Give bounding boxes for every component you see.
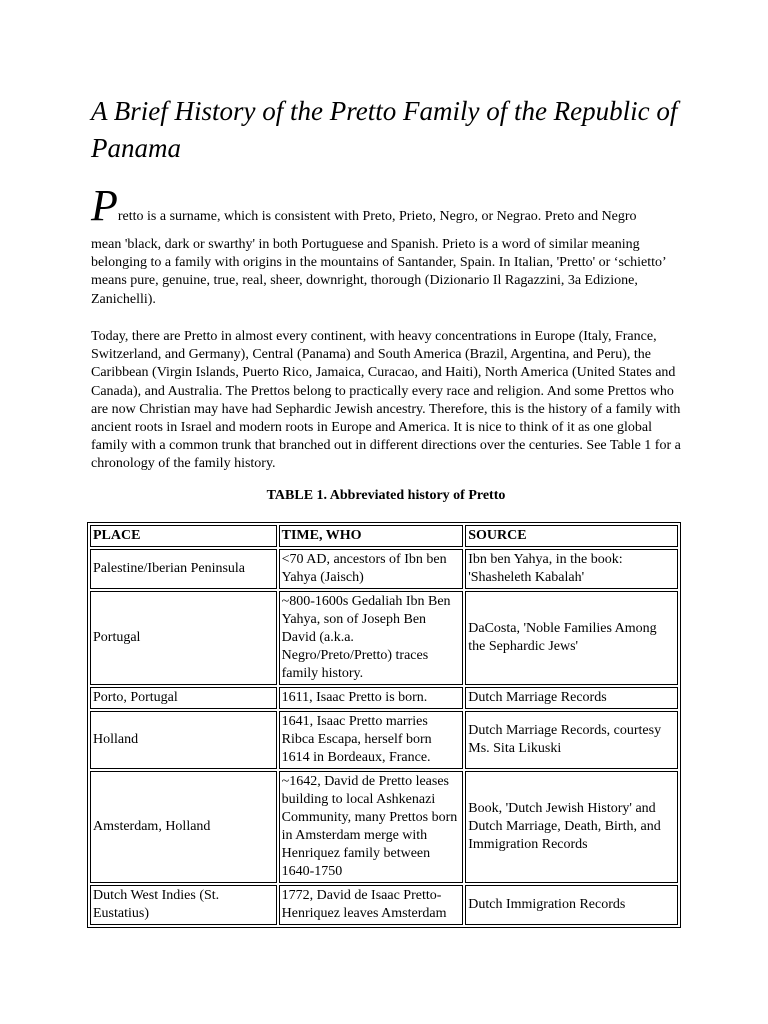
cell-time-who: 1772, David de Isaac Pretto-Henriquez leaves Amsterdam — [279, 885, 464, 925]
cell-source: Dutch Marriage Records, courtesy Ms. Sita Likuski — [465, 711, 678, 769]
cell-time-who: 1611, Isaac Pretto is born. — [279, 687, 464, 709]
cell-source: DaCosta, 'Noble Families Among the Sephardic Jews' — [465, 591, 678, 685]
table-row — [90, 687, 678, 709]
cell-time-who: ~800-1600s Gedaliah Ibn Ben Yahya, son of Joseph Ben David (a.k.a. Negro/Preto/Pretto) traces family history. — [279, 591, 464, 685]
cell-place: Dutch West Indies (St. Eustatius) — [90, 885, 277, 925]
cell-place: Portugal — [90, 591, 277, 685]
intro-first-line-text: retto is a surname, which is consistent with Preto, Prieto, Negro, or Negrao. Preto and Negro — [117, 209, 637, 224]
header-place: PLACE — [90, 525, 277, 547]
distribution-paragraph: Today, there are Pretto in almost every continent, with heavy concentrations in Europe (Italy, France, Switzerland, and Germany), Central (Panama) and South America (Brazil, Argentina, and Peru), the Caribbean (Virgin Islands, Puerto Rico, Jamaica, Curacao, and Haiti), North America (United States and Canada), and Australia. The Prettos belong to practically every race and religion. And some Prettos who are now Christian may have had Sephardic Jewish ancestry. Therefore, this is the history of a family with ancient roots in Israel and modern roots in Europe and America. It is nice to think of it as one global family with a common trunk that branched out in different directions over the centuries. See Table 1 for a chronology of the family history. — [91, 329, 681, 472]
intro-first-line — [91, 181, 681, 236]
cell-place: Amsterdam, Holland — [90, 771, 277, 883]
history-table — [87, 522, 681, 928]
intro-rest-text: mean 'black, dark or swarthy' in both Portuguese and Spanish. Prieto is a word of similar meaning belonging to a family with origins in the mountains of Santander, Spain. In Italian, 'Pretto' or ‘schietto’ means pure, genuine, true, real, sheer, downright, thorough (Dizionario Il Ragazzini, 3a Edizione, Zanichelli). — [91, 237, 666, 307]
document-title: A Brief History of the Pretto Family of the Republic of Panama — [91, 96, 678, 163]
cell-time-who: ~1642, David de Pretto leases building to local Ashkenazi Community, many Prettos born in Amsterdam merge with Henriquez family between 1640-1750 — [279, 771, 464, 883]
cell-place: Palestine/Iberian Peninsula — [90, 549, 277, 589]
drop-cap: P — [91, 181, 118, 230]
cell-place: Holland — [90, 711, 277, 769]
cell-place: Porto, Portugal — [90, 687, 277, 709]
table-row — [90, 885, 678, 925]
table-row — [90, 711, 678, 769]
cell-source: Ibn ben Yahya, in the book: 'Shasheleth Kabalah' — [465, 549, 678, 589]
header-time-who: TIME, WHO — [279, 525, 464, 547]
table-caption: TABLE 1. Abbreviated history of Pretto — [266, 488, 506, 503]
table-row — [90, 549, 678, 589]
table-header-row — [90, 525, 678, 547]
cell-time-who: 1641, Isaac Pretto marries Ribca Escapa, herself born 1614 in Bordeaux, France. — [279, 711, 464, 769]
cell-time-who: <70 AD, ancestors of Ibn ben Yahya (Jaisch) — [279, 549, 464, 589]
cell-source: Dutch Marriage Records — [465, 687, 678, 709]
cell-source: Dutch Immigration Records — [465, 885, 678, 925]
table-row — [90, 591, 678, 685]
cell-source: Book, 'Dutch Jewish History' and Dutch Marriage, Death, Birth, and Immigration Records — [465, 771, 678, 883]
intro-paragraph — [91, 181, 681, 309]
header-source: SOURCE — [465, 525, 678, 547]
table-row — [90, 771, 678, 883]
